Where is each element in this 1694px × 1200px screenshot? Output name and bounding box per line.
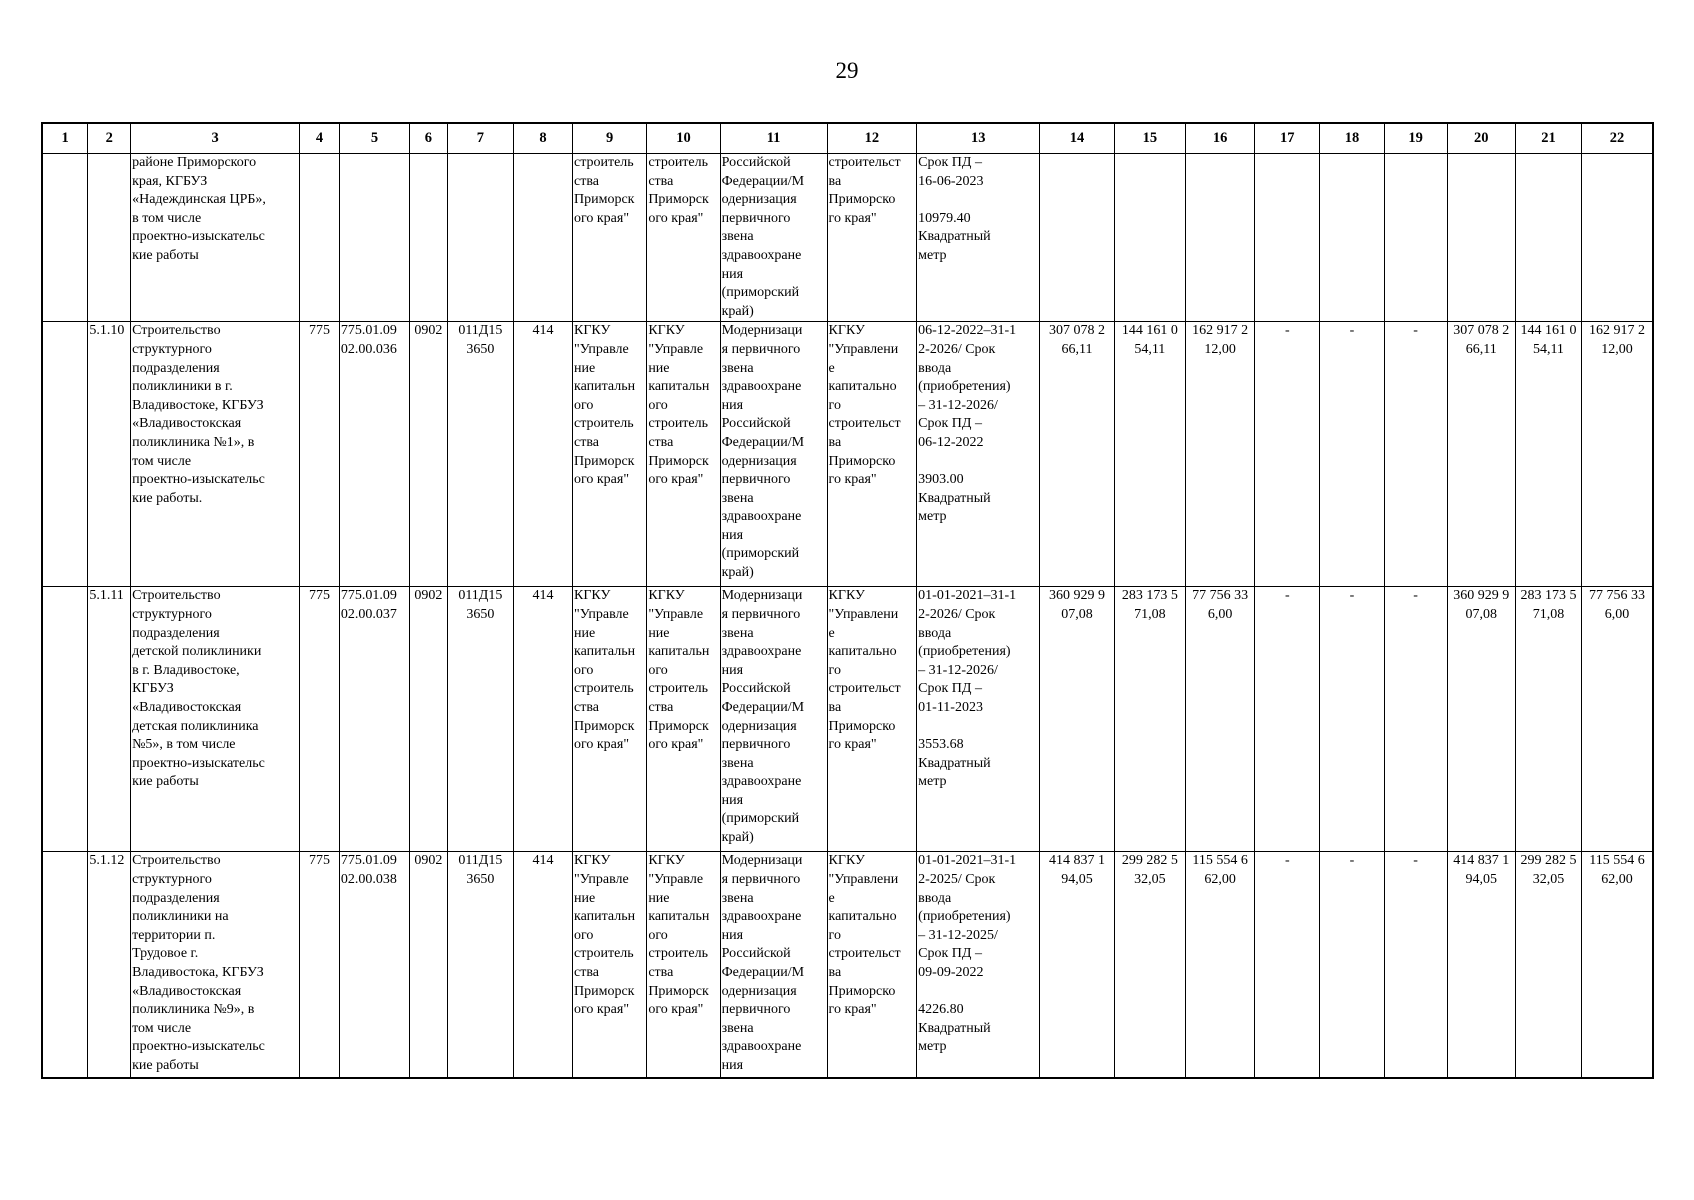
cell-col14: 360 929 9 07,08 (1040, 587, 1114, 852)
cell-col11: Модернизаци я первичного звена здравоохране ния Российской Федерации/М одернизация первичного звена здравоохране ния (720, 852, 827, 1078)
table-row (42, 852, 1653, 1078)
cell-col6 (410, 154, 448, 322)
header-cell: 19 (1384, 123, 1447, 154)
cell-col5: 775.01.09 02.00.037 (339, 587, 409, 852)
cell-col12: строительст ва Приморско го края" (827, 154, 917, 322)
cell-col17 (1255, 154, 1320, 322)
cell-col11: Российской Федерации/М одернизация первичного звена здравоохране ния (приморский край) (720, 154, 827, 322)
cell-col22: 77 756 33 6,00 (1582, 587, 1653, 852)
header-cell: 9 (572, 123, 646, 154)
cell-col21: 299 282 5 32,05 (1515, 852, 1581, 1078)
table-row (42, 587, 1653, 852)
header-cell: 13 (917, 123, 1040, 154)
cell-object-name: Строительство структурного подразделения поликлиники на территории п. Трудовое г. Владивостока, КГБУЗ «Владивостокская поликлиника №9», в том числе проектно-изыскательс кие работы (131, 852, 300, 1078)
header-cell: 15 (1114, 123, 1185, 154)
header-cell: 22 (1582, 123, 1653, 154)
cell-col14: 307 078 2 66,11 (1040, 322, 1114, 587)
cell-col11: Модернизаци я первичного звена здравоохране ния Российской Федерации/М одернизация первичного звена здравоохране ния (приморский край) (720, 587, 827, 852)
cell-col4: 775 (300, 852, 340, 1078)
cell-col4: 775 (300, 587, 340, 852)
cell-col4: 775 (300, 322, 340, 587)
column-number-header-row (42, 123, 1653, 154)
cell-col5 (339, 154, 409, 322)
header-cell: 6 (410, 123, 448, 154)
budget-table (41, 122, 1654, 1079)
cell-col12: КГКУ "Управлени е капитально го строительст ва Приморско го края" (827, 852, 917, 1078)
cell-col9: КГКУ "Управле ние капитальн ого строитель ства Приморск ого края" (572, 587, 646, 852)
cell-col17: - (1255, 852, 1320, 1078)
cell-object-name: Строительство структурного подразделения детской поликлиники в г. Владивостоке, КГБУЗ «Владивостокская детская поликлиника №5», в том числе проектно-изыскательс кие работы (131, 587, 300, 852)
cell-col13: 01-01-2021–31-1 2-2026/ Срок ввода (приобретения) – 31-12-2026/ Срок ПД – 01-11-2023 3553.68 Квадратный метр (917, 587, 1040, 852)
cell-col10: строитель ства Приморск ого края" (647, 154, 720, 322)
header-cell: 10 (647, 123, 720, 154)
cell-col16: 162 917 2 12,00 (1185, 322, 1254, 587)
cell-col10: КГКУ "Управле ние капитальн ого строитель ства Приморск ого края" (647, 322, 720, 587)
header-cell: 14 (1040, 123, 1114, 154)
cell-item-number: 5.1.11 (88, 587, 131, 852)
cell-col6: 0902 (410, 322, 448, 587)
cell-col7: 011Д15 3650 (447, 852, 513, 1078)
cell-col14 (1040, 154, 1114, 322)
cell-col15: 299 282 5 32,05 (1114, 852, 1185, 1078)
cell-col18: - (1320, 852, 1384, 1078)
cell-col11: Модернизаци я первичного звена здравоохране ния Российской Федерации/М одернизация первичного звена здравоохране ния (приморский край) (720, 322, 827, 587)
cell-object-name: Строительство структурного подразделения поликлиники в г. Владивостоке, КГБУЗ «Владивостокская поликлиника №1», в том числе проектно-изыскательс кие работы. (131, 322, 300, 587)
cell-col7 (447, 154, 513, 322)
header-cell: 16 (1185, 123, 1254, 154)
cell-col13: 01-01-2021–31-1 2-2025/ Срок ввода (приобретения) – 31-12-2025/ Срок ПД – 09-09-2022 4226.80 Квадратный метр (917, 852, 1040, 1078)
cell-col15: 283 173 5 71,08 (1114, 587, 1185, 852)
header-cell: 12 (827, 123, 917, 154)
cell-col17: - (1255, 322, 1320, 587)
cell-col8: 414 (513, 587, 572, 852)
cell-col20: 414 837 1 94,05 (1447, 852, 1515, 1078)
cell-col7: 011Д15 3650 (447, 587, 513, 852)
header-cell: 11 (720, 123, 827, 154)
cell-col1 (42, 587, 88, 852)
cell-col5: 775.01.09 02.00.038 (339, 852, 409, 1078)
cell-col13: Срок ПД – 16-06-2023 10979.40 Квадратный метр (917, 154, 1040, 322)
header-cell: 3 (131, 123, 300, 154)
cell-col5: 775.01.09 02.00.036 (339, 322, 409, 587)
header-cell: 2 (88, 123, 131, 154)
cell-col1 (42, 322, 88, 587)
cell-col12: КГКУ "Управлени е капитально го строительст ва Приморско го края" (827, 587, 917, 852)
header-cell: 4 (300, 123, 340, 154)
cell-col12: КГКУ "Управлени е капитально го строительст ва Приморско го края" (827, 322, 917, 587)
cell-col22 (1582, 154, 1653, 322)
cell-col19: - (1384, 852, 1447, 1078)
cell-col4 (300, 154, 340, 322)
header-cell: 7 (447, 123, 513, 154)
cell-col20: 307 078 2 66,11 (1447, 322, 1515, 587)
header-cell: 17 (1255, 123, 1320, 154)
cell-col1 (42, 154, 88, 322)
cell-col20: 360 929 9 07,08 (1447, 587, 1515, 852)
cell-col18 (1320, 154, 1384, 322)
cell-col15: 144 161 0 54,11 (1114, 322, 1185, 587)
cell-col8: 414 (513, 852, 572, 1078)
cell-col21: 144 161 0 54,11 (1515, 322, 1581, 587)
cell-col6: 0902 (410, 587, 448, 852)
header-cell: 18 (1320, 123, 1384, 154)
cell-col10: КГКУ "Управле ние капитальн ого строитель ства Приморск ого края" (647, 587, 720, 852)
cell-col19: - (1384, 587, 1447, 852)
cell-item-number: 5.1.12 (88, 852, 131, 1078)
cell-col17: - (1255, 587, 1320, 852)
header-cell: 21 (1515, 123, 1581, 154)
page-number: 29 (835, 58, 859, 83)
cell-col14: 414 837 1 94,05 (1040, 852, 1114, 1078)
cell-col15 (1114, 154, 1185, 322)
cell-col22: 162 917 2 12,00 (1582, 322, 1653, 587)
cell-col8 (513, 154, 572, 322)
header-cell: 8 (513, 123, 572, 154)
cell-col21: 283 173 5 71,08 (1515, 587, 1581, 852)
cell-col9: КГКУ "Управле ние капитальн ого строитель ства Приморск ого края" (572, 322, 646, 587)
cell-col8: 414 (513, 322, 572, 587)
cell-col22: 115 554 6 62,00 (1582, 852, 1653, 1078)
cell-item-number (88, 154, 131, 322)
cell-col18: - (1320, 587, 1384, 852)
cell-col16: 77 756 33 6,00 (1185, 587, 1254, 852)
header-cell: 20 (1447, 123, 1515, 154)
cell-col18: - (1320, 322, 1384, 587)
cell-col10: КГКУ "Управле ние капитальн ого строитель ства Приморск ого края" (647, 852, 720, 1078)
cell-col6: 0902 (410, 852, 448, 1078)
cell-object-name: районе Приморского края, КГБУЗ «Надеждинская ЦРБ», в том числе проектно-изыскательс кие работы (131, 154, 300, 322)
cell-col16 (1185, 154, 1254, 322)
cell-col19 (1384, 154, 1447, 322)
cell-col20 (1447, 154, 1515, 322)
header-cell: 5 (339, 123, 409, 154)
cell-col7: 011Д15 3650 (447, 322, 513, 587)
cell-col13: 06-12-2022–31-1 2-2026/ Срок ввода (приобретения) – 31-12-2026/ Срок ПД – 06-12-2022 3903.00 Квадратный метр (917, 322, 1040, 587)
cell-col21 (1515, 154, 1581, 322)
cell-col9: строитель ства Приморск ого края" (572, 154, 646, 322)
cell-col9: КГКУ "Управле ние капитальн ого строитель ства Приморск ого края" (572, 852, 646, 1078)
table-row (42, 322, 1653, 587)
table-row (42, 154, 1653, 322)
cell-col16: 115 554 6 62,00 (1185, 852, 1254, 1078)
cell-item-number: 5.1.10 (88, 322, 131, 587)
header-cell: 1 (42, 123, 88, 154)
cell-col19: - (1384, 322, 1447, 587)
cell-col1 (42, 852, 88, 1078)
